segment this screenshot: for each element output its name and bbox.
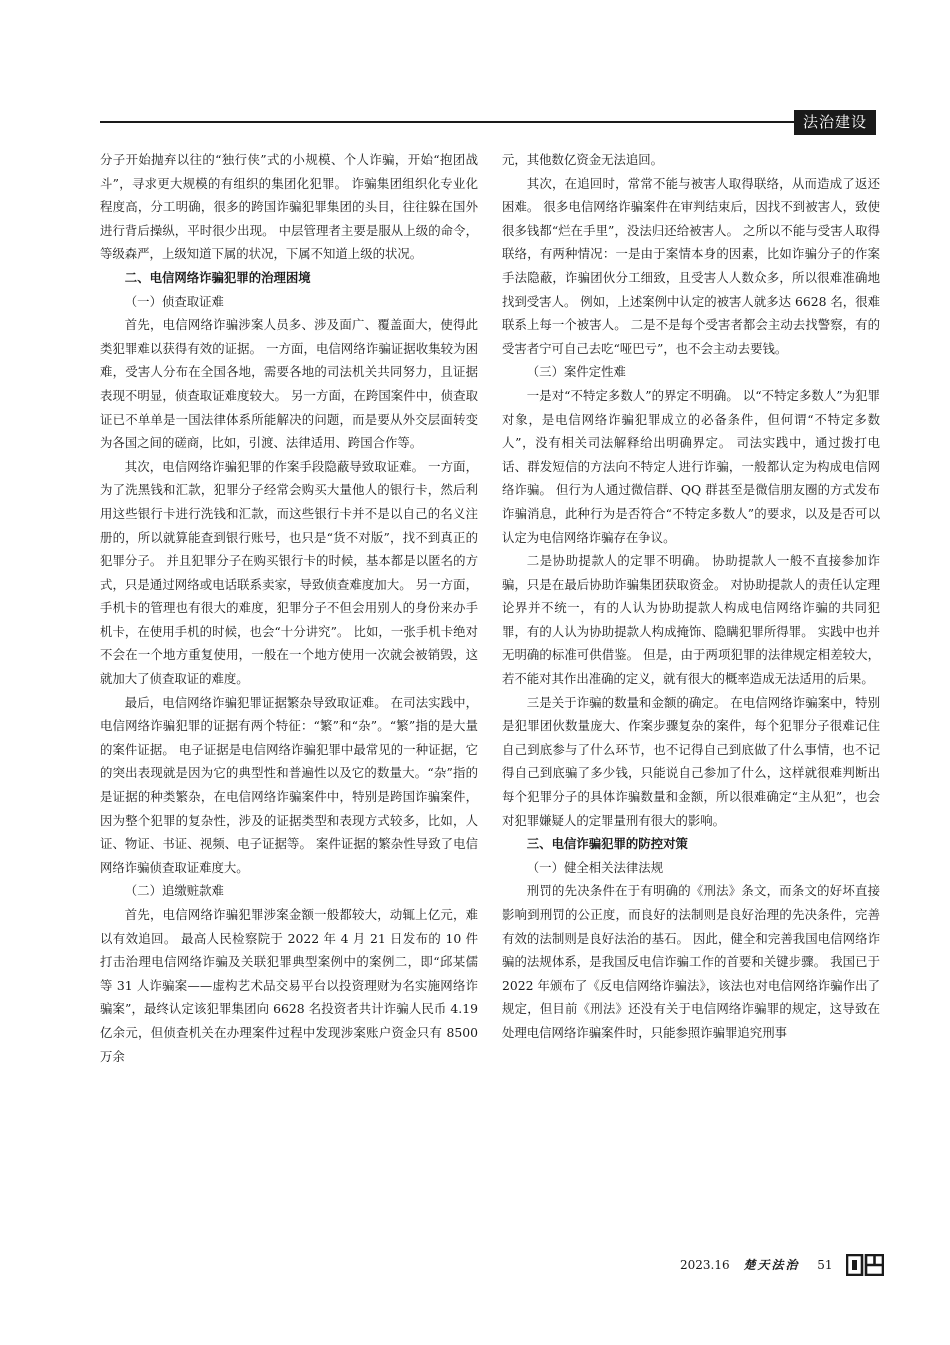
- section-heading: 三、电信诈骗犯罪的防控对策: [526, 836, 688, 852]
- section-heading: 二、电信网络诈骗犯罪的治理困境: [124, 269, 311, 285]
- paragraph: 元，其他数亿资金无法追回。: [502, 152, 664, 167]
- right-column: [502, 148, 880, 1045]
- journal-name: 楚天法治: [743, 1257, 800, 1272]
- subsection-heading: （一）健全相关法律法规: [526, 859, 664, 875]
- paragraph: 最后，电信网络诈骗犯罪证据繁杂导致取证难。 在司法实践中，电信网络诈骗犯罪的证据有两个特征：“繁”和“杂”。“繁”指的是大量的案件证据。 电子证据是电信网络诈骗犯罪中最常见的一种证据，它的突出表现就是因为它的典型性和普遍性以及它的数量大。“杂”指的是证据的种类繁杂，在电信网络诈骗案件中，特别是跨国诈骗案件，因为整个犯罪的复杂性，涉及的证据类型和表现方式较多，比如，人证、物证、书证、视频、电子证据等。 案件证据的繁杂性导致了电信网络诈骗侦查取证难度大。: [100, 694, 478, 875]
- paragraph: 刑罚的先决条件在于有明确的《刑法》条文，而条文的好坏直接影响到刑罚的公正度，而良好的法制则是良好治理的先决条件，完善有效的法制则是良好法治的基石。 因此，健全和完善我国电信网络诈骗的法规体系，是我国反电信诈骗工作的首要和关键步骤。 我国已于 2022 年颁布了《反电信网络诈骗法》，该法也对电信网络诈骗作出了规定，但目前《刑法》还没有关于电信网络诈骗罪的规定，这导致在处理电信网络诈骗案件时，只能参照诈骗罪追究刑事: [502, 883, 880, 1040]
- paragraph: 三是关于诈骗的数量和金额的确定。 在电信网络诈骗案中，特别是犯罪团伙数量庞大、作案步骤复杂的案件，每个犯罪分子很难记住自己到底参与了什么环节，也不记得自己到底做了什么事情，也不记得自己到底骗了多少钱，只能说自己参加了什么，这样就很难判断出每个犯罪分子的具体诈骗数量和金额，所以很难确定“主从犯”，也会对犯罪嫌疑人的定罪量刑有很大的影响。: [502, 694, 880, 828]
- subsection-heading: （一）侦查取证难: [124, 293, 224, 309]
- header-rule: [100, 121, 800, 123]
- paragraph: 二是协助提款人的定罪不明确。 协助提款人一般不直接参加诈骗，只是在最后协助诈骗集团获取资金。 对协助提款人的责任认定理论界并不统一，有的人认为协助提款人构成电信网络诈骗的共同犯罪，有的人认为协助提款人构成掩饰、隐瞒犯罪所得罪。 实践中也并无明确的标准可供借鉴。 但是，由于两项犯罪的法律规定相差较大，若不能对其作出准确的定义，就有很大的概率造成无法适用的后果。: [502, 553, 880, 687]
- left-column: [100, 148, 478, 1068]
- section-label: 法治建设: [794, 110, 876, 135]
- subsection-heading: （二）追缴赃款难: [124, 883, 224, 899]
- paragraph: 其次，电信网络诈骗犯罪的作案手段隐蔽导致取证难。 一方面，为了洗黑钱和汇款，犯罪分子经常会购买大量他人的银行卡，然后利用这些银行卡进行洗钱和汇款，而这些银行卡并不是以自己的名义注册的，所以就算能查到银行账号，也只是“货不对版”，找不到真正的犯罪分子。 并且犯罪分子在购买银行卡的时候，基本都是以匿名的方式，只是通过网络或电话联系卖家，导致侦查难度加大。 另一方面，手机卡的管理也有很大的难度，犯罪分子不但会用别人的身份来办手机卡，在使用手机的时候，也会“十分讲究”。 比如，一张手机卡绝对不会在一个地方重复使用，一般在一个地方使用一次就会被销毁，这就加大了侦查取证的难度。: [100, 458, 478, 687]
- page-number: 51: [817, 1257, 833, 1272]
- paragraph: 其次，在追回时，常常不能与被害人取得联络，从而造成了返还困难。 很多电信网络诈骗案件在审判结束后，因找不到被害人，致使很多钱都“烂在手里”，没法归还给被害人。 之所以不能与受害人取得联络，有两种情况：一是由于案情本身的因素，比如诈骗分子的作案手法隐蔽，诈骗团伙分工细致，且受害人人数众多，所以很难准确地找到受害人。 例如，上述案例中认定的被害人就多达 6628 名，很难联系上每一个被害人。 二是不是每个受害者都会主动去找警察，有的受害者宁可自己去吃“哑巴亏”，也不会主动去要钱。: [502, 175, 880, 356]
- subsection-heading: （三）案件定性难: [526, 364, 626, 380]
- paragraph: 首先，电信网络诈骗涉案人员多、涉及面广、覆盖面大，使得此类犯罪难以获得有效的证据。 一方面，电信网络诈骗证据收集较为困难，受害人分布在全国各地，需要各地的司法机关共同努力，且证据表现不明显，侦查取证难度较大。 另一方面，在跨国案件中，侦查取证已不单单是一国法律体系所能解决的问题，而是要从外交层面转变为各国之间的磋商，比如，引渡、法律适用、跨国合作等。: [100, 317, 478, 451]
- journal-logo-icon: [846, 1254, 884, 1276]
- issue-number: 2023.16: [680, 1257, 730, 1272]
- paragraph: 分子开始抛弃以往的“独行侠”式的小规模、个人诈骗，开始“抱团战斗”，寻求更大规模的有组织的集团化犯罪。 诈骗集团组织化专业化程度高，分工明确，很多的跨国诈骗犯罪集团的头目，往往躲在国外进行背后操纵，平时很少出现。 中层管理者主要是服从上级的命令，等级森严，上级知道下属的状况，下属不知道上级的状况。: [100, 152, 478, 262]
- paragraph: 一是对“不特定多数人”的界定不明确。 以“不特定多数人”为犯罪对象，是电信网络诈骗犯罪成立的必备条件，但何谓“不特定多数人”，没有相关司法解释给出明确界定。 司法实践中，通过拨打电话、群发短信的方法向不特定人进行诈骗，一般都认定为构成电信网络诈骗。 但行为人通过微信群、QQ 群甚至是微信朋友圈的方式发布诈骗消息，此种行为是否符合“不特定多数人”的要求，以及是否可以认定为电信网络诈骗存在争议。: [502, 387, 880, 545]
- paragraph: 首先，电信网络诈骗犯罪涉案金额一般都较大，动辄上亿元，难以有效追回。 最高人民检察院于 2022 年 4 月 21 日发布的 10 件打击治理电信网络诈骗及关联犯罪典型案例中的案例二，即“邱某儒等 31 人诈骗案——虚构艺术品交易平台以投资理财为名实施网络诈骗案”，最终认定该犯罪集团向 6628 名投资者共计诈骗人民币 4.19 亿余元，但侦查机关在办理案件过程中发现涉案账户资金只有 8500 万余: [100, 907, 478, 1064]
- page-footer: [680, 1251, 884, 1277]
